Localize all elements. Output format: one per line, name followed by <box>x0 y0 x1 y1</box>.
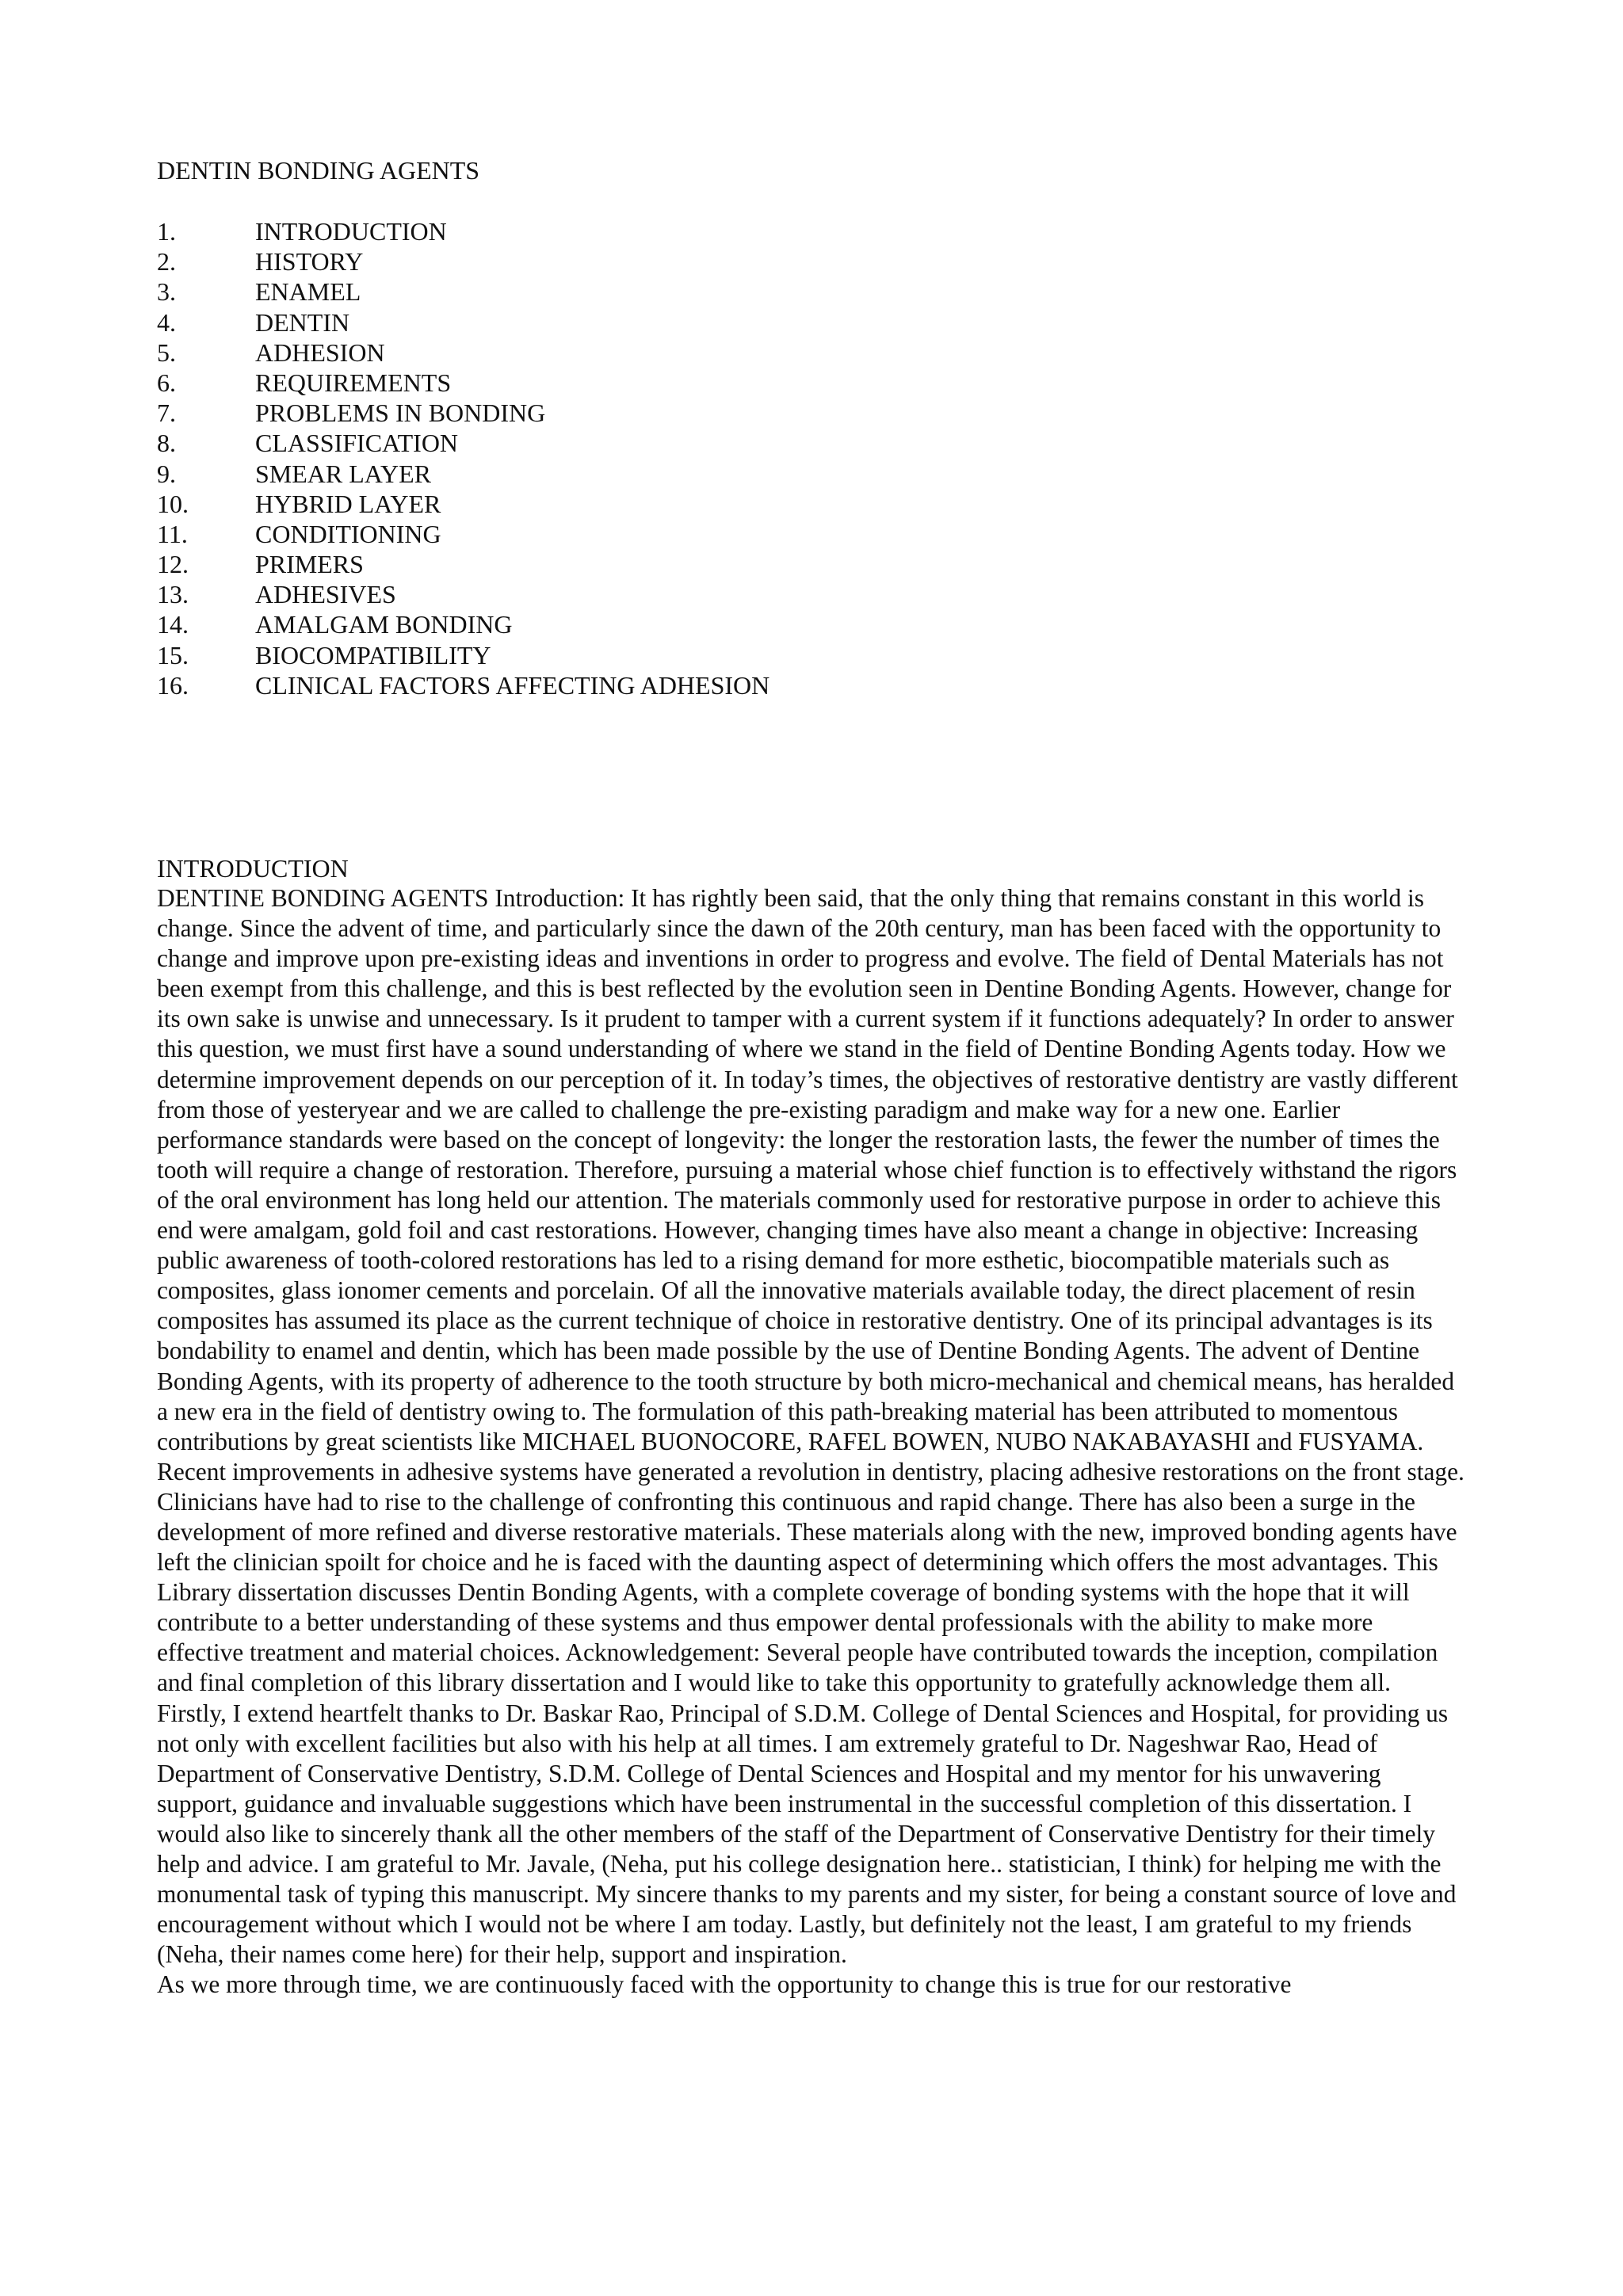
toc-item-label: ADHESION <box>255 338 385 367</box>
toc-item-number: 4. <box>157 307 176 337</box>
toc-item-number: 11. <box>157 519 188 548</box>
toc-item-label: CLINICAL FACTORS AFFECTING ADHESION <box>255 670 770 700</box>
toc-item-label: PROBLEMS IN BONDING <box>255 399 546 428</box>
toc-item <box>157 338 769 368</box>
toc-item-label: CLASSIFICATION <box>255 429 459 458</box>
toc-item-number: 8. <box>157 429 176 458</box>
toc-item-number: 1. <box>157 217 176 246</box>
toc-item <box>157 216 769 246</box>
toc-item <box>157 398 769 428</box>
toc-item-label: REQUIREMENTS <box>255 368 452 397</box>
toc-item-label: HYBRID LAYER <box>255 489 441 518</box>
toc-item-number: 15. <box>157 640 189 669</box>
toc-item <box>157 579 769 609</box>
toc-item-label: BIOCOMPATIBILITY <box>255 640 491 669</box>
body-paragraph: DENTINE BONDING AGENTS Introduction: It has rightly been said, that the only thing that remains constant in this world is change. Since the advent of time, and particularly since the dawn of the 20th century, man has been faced with the opportunity to change and improve upon pre-existing ideas and inventions in order to progress and evolve. The field of Dental Materials has not been exempt from this challenge, and this is best reflected by the evolution seen in Dentine Bonding Agents. However, change for its own sake is unwise and unnecessary. Is it prudent to tamper with a current system if it functions adequately? In order to answer this question, we must first have a sound understanding of where we stand in the field of Dentine Bonding Agents today. How we determine improvement depends on our perception of it. In today’s times, the objectives of restorative dentistry are vastly different from those of yesteryear and we are called to challenge the pre-existing paradigm and make way for a new one. Earlier performance standards were based on the concept of longevity: the longer the restoration lasts, the fewer the number of times the tooth will require a change of restoration. Therefore, pursuing a material whose chief function is to effectively withstand the rigors of the oral environment has long held our attention. The materials commonly used for restorative purpose in order to achieve this end were amalgam, gold foil and cast restorations. However, changing times have also meant a change in objective: Increasing public awareness of tooth-colored restorations has led to a rising demand for more esthetic, biocompatible materials such as composites, glass ionomer cements and porcelain. Of all the innovative materials available today, the direct placement of resin composites has assumed its place as the current technique of choice in restorative dentistry. One of its principal advantages is its bondability to enamel and dentin, which has been made possible by the use of Dentine Bonding Agents. The advent of Dentine Bonding Agents, with its property of adherence to the tooth structure by both micro-mechanical and chemical means, has heralded a new era in the field of dentistry owing to. The formulation of this path-breaking material has been attributed to momentous contributions by great scientists like MICHAEL BUONOCORE, RAFEL BOWEN, NUBO NAKABAYASHI and FUSYAMA. Recent improvements in adhesive systems have generated a revolution in dentistry, placing adhesive restorations on the front stage. Clinicians have had to rise to the challenge of confronting this continuous and rapid change. There has also been a surge in the development of more refined and diverse restorative materials. These materials along with the new, improved bonding agents have left the clinician spoilt for choice and he is faced with the daunting aspect of determining which offers the most advantages. This Library dissertation discusses Dentin Bonding Agents, with a complete coverage of bonding systems with the hope that it will contribute to a better understanding of these systems and thus empower dental professionals with the ability to make more effective treatment and material choices. Acknowledgement: Several people have contributed towards the inception, compilation and final completion of this library dissertation and I would like to take this opportunity to gratefully acknowledge them all. Firstly, I extend heartfelt thanks to Dr. Baskar Rao, Principal of S.D.M. College of Dental Sciences and Hospital, for providing us not only with excellent facilities but also with his help at all times. I am extremely grateful to Dr. Nageshwar Rao, Head of Department of Conservative Dentistry, S.D.M. College of Dental Sciences and Hospital and my mentor for his unwavering support, guidance and invaluable suggestions which have been instrumental in the successful completion of this dissertation. I would also like to sincerely thank all the other members of the staff of the Department of Conservative Dentistry for their timely help and advice. I am grateful to Mr. Javale, (Neha, put his college designation here.. statistician, I think) for helping me with the monumental task of typing this manuscript. My sincere thanks to my parents and my sister, for being a constant source of love and encouragement without which I would not be where I am today. Lastly, but definitely not the least, I am grateful to my friends (Neha, their names come here) for their help, support and inspiration. <box>157 884 1465 1969</box>
toc-item <box>157 670 769 700</box>
toc-item-label: AMALGAM BONDING <box>255 610 513 639</box>
toc-item-label: DENTIN <box>255 307 350 337</box>
toc-item-number: 9. <box>157 459 176 488</box>
toc-item-label: ENAMEL <box>255 277 361 307</box>
toc-item-number: 13. <box>157 580 189 609</box>
toc-item-number: 12. <box>157 550 189 579</box>
toc-item-number: 6. <box>157 368 176 397</box>
toc-item-label: CONDITIONING <box>255 519 441 548</box>
toc-item <box>157 459 769 489</box>
toc-item-number: 2. <box>157 247 176 277</box>
toc-item <box>157 549 769 579</box>
toc-item-label: PRIMERS <box>255 550 364 579</box>
toc-item-number: 7. <box>157 399 176 428</box>
body-text <box>157 883 1465 2000</box>
toc-item <box>157 609 769 639</box>
toc-item-number: 16. <box>157 670 189 700</box>
toc-item-label: SMEAR LAYER <box>255 459 431 488</box>
toc-item-label: INTRODUCTION <box>255 217 447 246</box>
toc-item <box>157 519 769 549</box>
table-of-contents <box>157 216 769 700</box>
toc-item-number: 14. <box>157 610 189 639</box>
toc-item <box>157 246 769 277</box>
toc-item <box>157 307 769 338</box>
toc-item-number: 3. <box>157 277 176 307</box>
toc-item <box>157 368 769 398</box>
toc-item <box>157 640 769 670</box>
toc-item-label: HISTORY <box>255 247 364 277</box>
toc-item <box>157 277 769 307</box>
toc-item <box>157 489 769 519</box>
toc-item <box>157 428 769 458</box>
document-title: DENTIN BONDING AGENTS <box>157 156 480 185</box>
section-heading: INTRODUCTION <box>157 854 349 883</box>
body-paragraph: As we more through time, we are continuously faced with the opportunity to change this is true for our restorative <box>157 1970 1292 1999</box>
toc-item-number: 5. <box>157 338 176 367</box>
toc-item-number: 10. <box>157 489 189 518</box>
toc-item-label: ADHESIVES <box>255 580 396 609</box>
